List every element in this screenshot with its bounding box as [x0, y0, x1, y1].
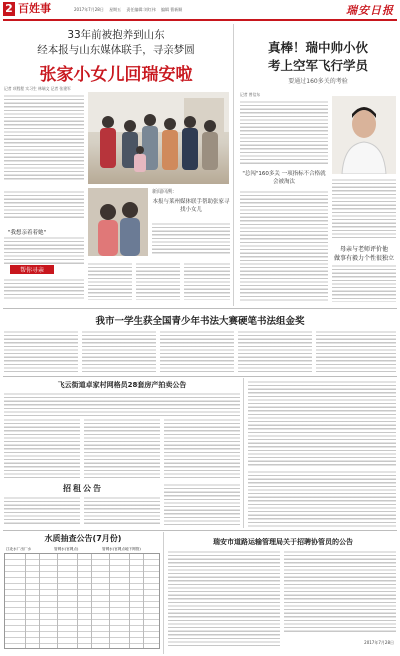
pilot-portrait [332, 96, 396, 174]
calligraphy-col-5 [316, 330, 396, 372]
water-col-2: 管网水(官网点) [54, 547, 79, 551]
main-lower-col-1 [88, 262, 132, 300]
main-lower-col-2 [136, 262, 180, 300]
notice-date: 2017年7月28日 [364, 640, 394, 645]
right-notice-text [248, 380, 396, 468]
recruit-col-3 [164, 483, 240, 526]
newspaper-logo: 瑞安日报 [346, 4, 394, 17]
pilot-side-text [332, 178, 396, 240]
sub-quote: "我想亲着着她" [8, 230, 47, 236]
water-table [4, 553, 160, 649]
pilot-subhead: 要通过160多关的考验 [288, 78, 348, 85]
pilot-body-text [240, 100, 328, 166]
calligraphy-col-1 [4, 330, 78, 372]
street-notice-col-2 [84, 418, 160, 480]
divider-water [3, 530, 397, 531]
find-relatives-button[interactable]: 帮你寻亲 [10, 265, 54, 274]
right-notice-text-2 [248, 470, 396, 528]
masthead-info [74, 7, 182, 13]
calligraphy-col-4 [238, 330, 312, 372]
main-byline: 记者 项程程 实习生 林瑞文 记者 张建军 [4, 86, 71, 91]
responsible-editor: 责任编辑:刘红伟 [126, 7, 156, 12]
pilot-body-text-2 [240, 190, 328, 302]
water-divider [163, 532, 164, 654]
caption-body: 本报与莱州媒体联手帮助张家寻找小女儿 [152, 199, 230, 213]
main-body-text-2 [4, 190, 84, 220]
street-notice-col-1 [4, 418, 80, 480]
pilot-headline-1: 真棒！瑞中帅小伙 [267, 40, 368, 55]
transport-text-2 [284, 550, 396, 634]
issue-weekday: 星期五 [109, 7, 122, 12]
water-title: 水质抽查公告(7月份) [44, 534, 122, 543]
street-notice-title: 飞云街道卓家村网格员28套房产拍卖公告 [57, 381, 187, 389]
portrait-figures [88, 188, 148, 256]
caption-box [152, 188, 230, 256]
notice-divider [243, 378, 244, 528]
pilot-byline: 记者 曾信东 [240, 92, 261, 97]
street-notice-text [4, 392, 240, 416]
masthead [0, 0, 400, 20]
column-divider [233, 24, 234, 306]
pilot-side-text-2 [332, 264, 396, 302]
sub-quote-text [4, 236, 84, 264]
calligraphy-headline: 我市一学生获全国青少年书法大赛硬笔书法组金奖 [95, 316, 305, 327]
caption-text [152, 222, 230, 256]
recruit-col-1 [4, 496, 80, 526]
pilot-headline-2: 考上空军飞行学员 [267, 58, 368, 73]
water-col-3: 管网水(官网点地下网管) [102, 547, 141, 551]
pilot-side-head-1: 母亲与老师评价他 [339, 246, 388, 253]
calligraphy-col-2 [82, 330, 156, 372]
main-body-text [4, 94, 84, 182]
recruit-title: 招租公告 [63, 484, 103, 493]
calligraphy-col-3 [160, 330, 234, 372]
issue-date: 2017年7月28日 [74, 7, 104, 12]
divider-calligraphy [3, 308, 397, 309]
pilot-side-head-2: 做事有毅力个性很独立 [333, 255, 394, 262]
portrait-photo [88, 188, 148, 256]
page-number: 2 [3, 2, 15, 16]
transport-text [168, 550, 280, 646]
family-photo [88, 92, 229, 184]
main-lower-col-0 [4, 278, 84, 300]
street-notice-col-3 [164, 418, 240, 480]
layout-editor: 编辑 曹新顺 [161, 7, 183, 12]
transport-title: 瑞安市道路运输管理局关于招聘协管员的公告 [213, 538, 353, 546]
family-photo-figures [88, 92, 229, 184]
main-lower-col-3 [184, 262, 230, 300]
kicker-line-2: 经本报与山东媒体联手，寻亲梦圆 [37, 44, 195, 56]
kicker-line-1: 33年前被抱养到山东 [67, 29, 165, 41]
pilot-figure [332, 96, 396, 174]
caption-title: 新闻回溯： [152, 189, 178, 195]
recruit-col-2 [84, 496, 160, 526]
section-title: 百姓事 [18, 2, 51, 15]
divider-notices [3, 376, 397, 377]
main-headline: 张家小女儿回瑞安啦 [39, 65, 193, 85]
water-col-1: 江北水厂出厂水 [6, 547, 32, 551]
pilot-pull-quote: "总闯"160多关 一项指标不合格就会被淘汰 [242, 171, 326, 185]
masthead-rule [3, 19, 397, 21]
